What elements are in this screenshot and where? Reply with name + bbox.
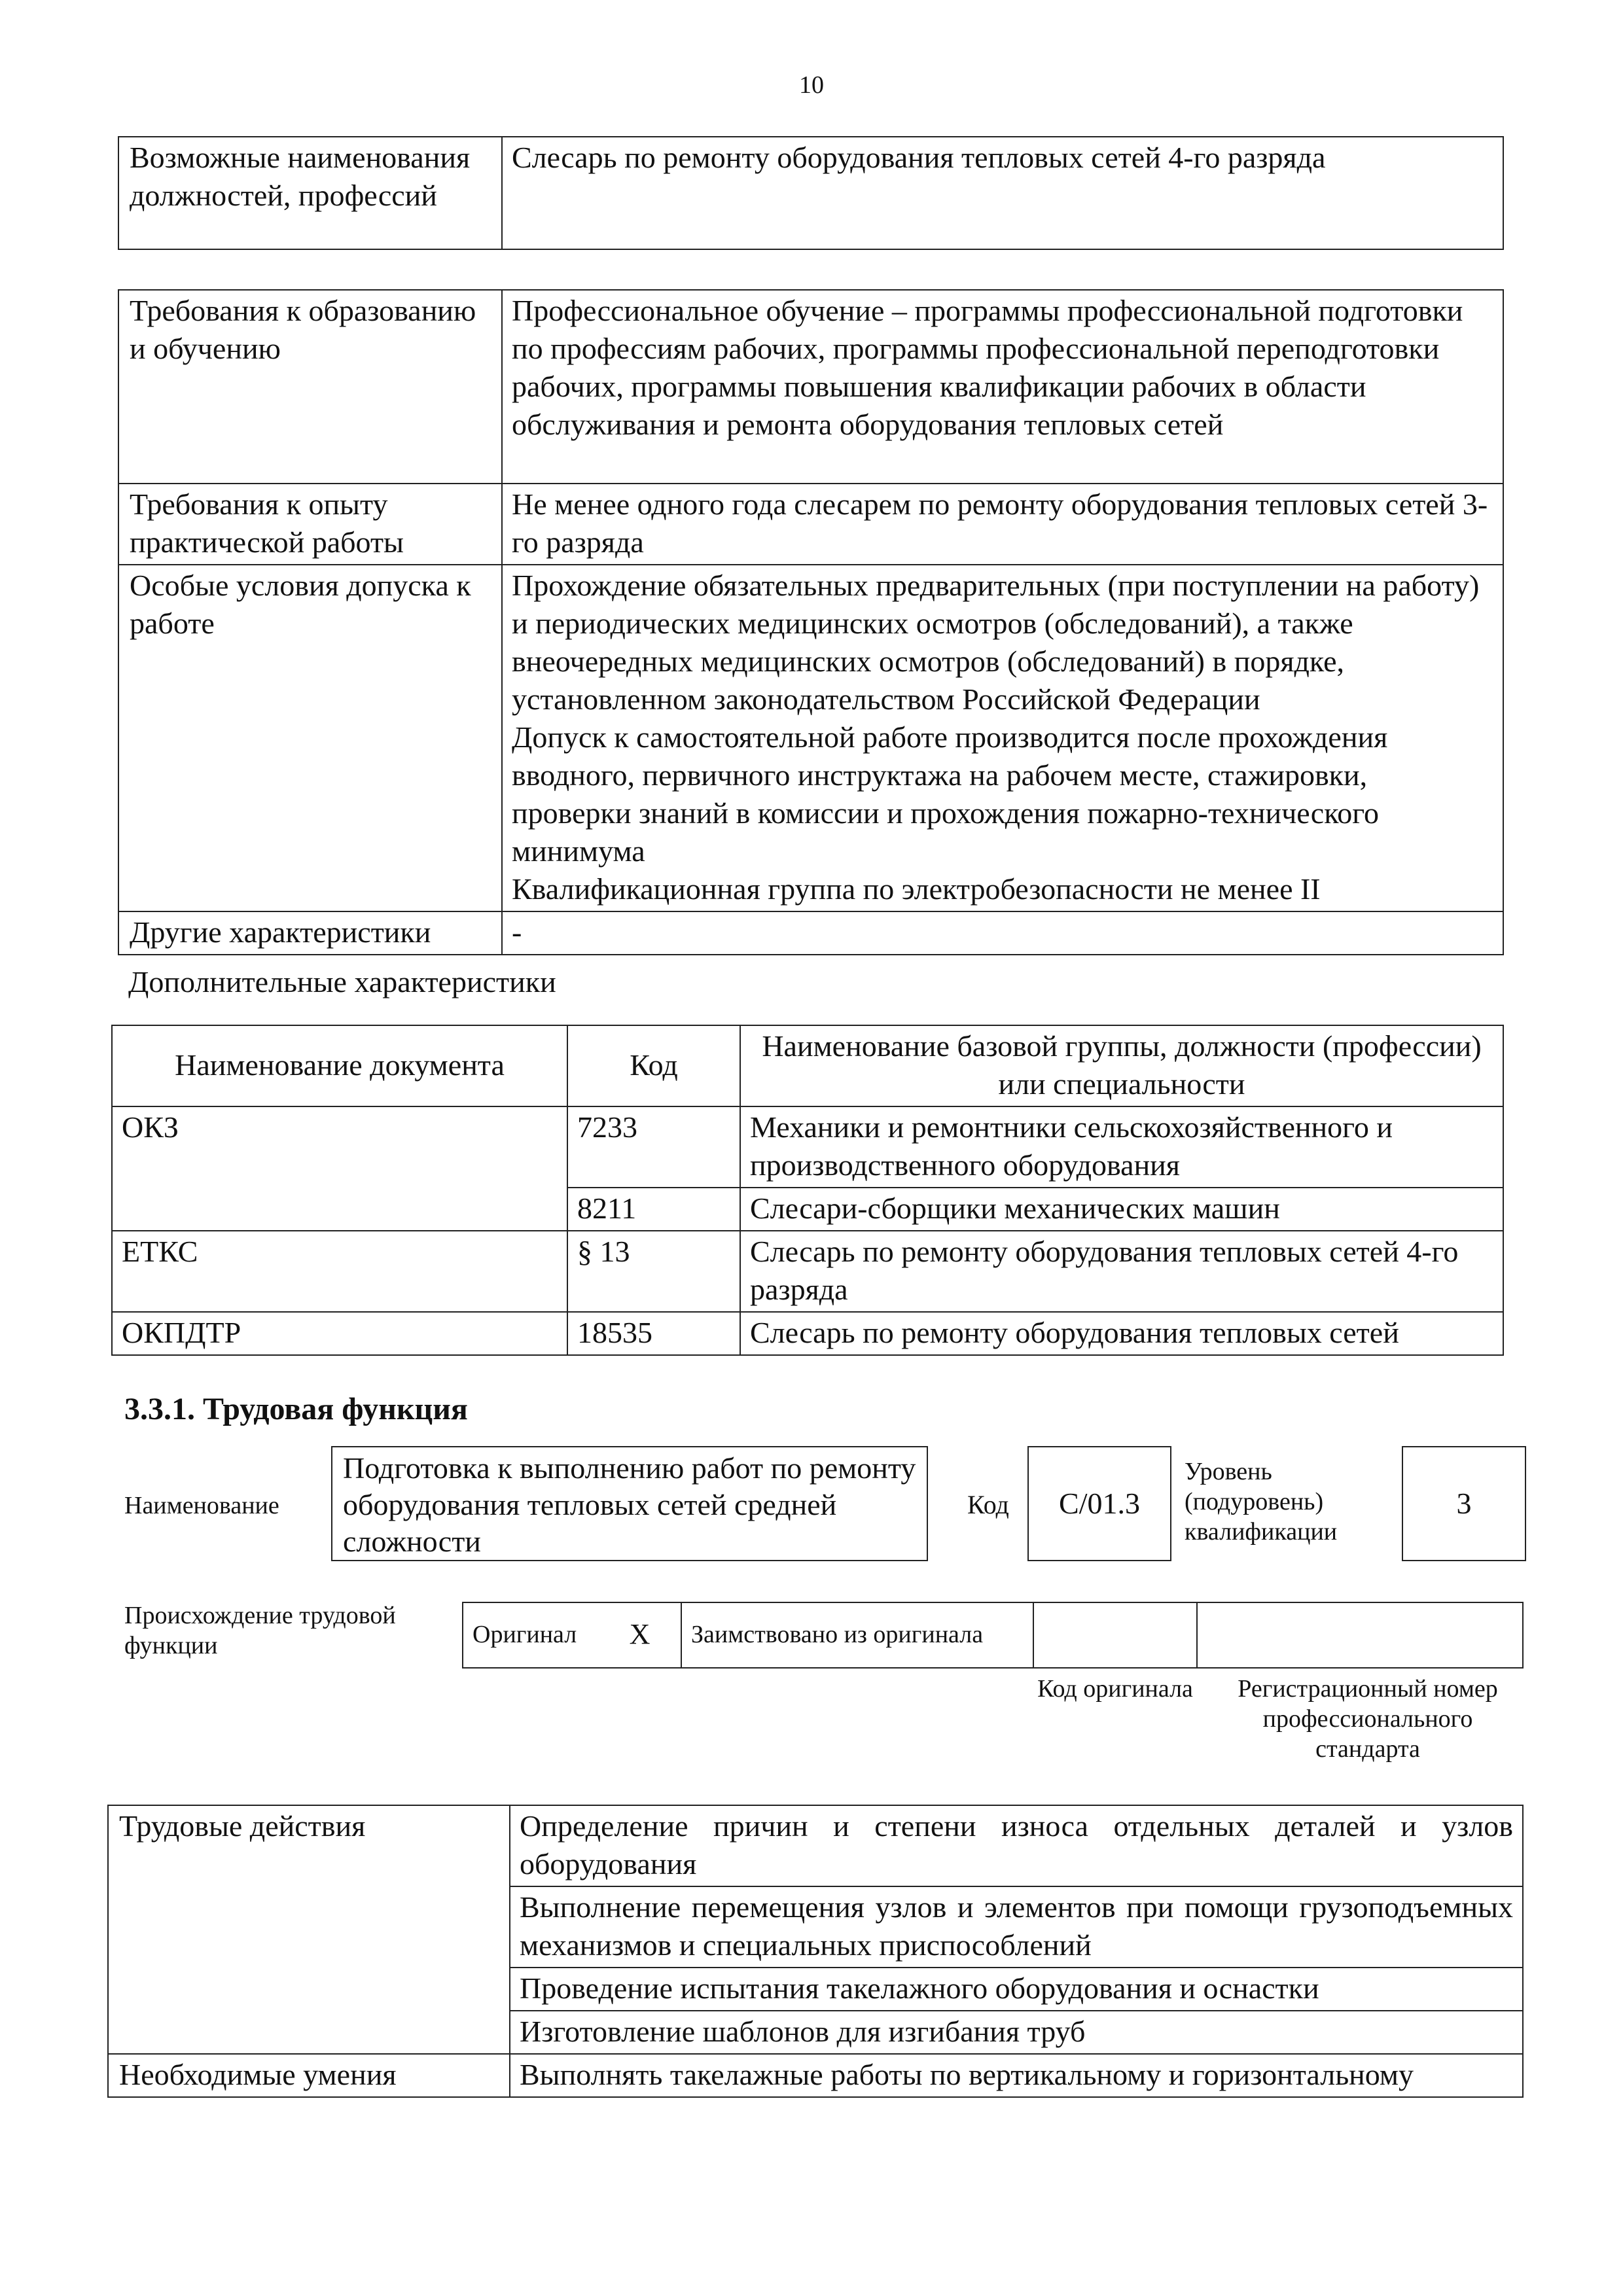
- requirements-label: Требования к образованию и обучению: [118, 290, 502, 484]
- table-row: [112, 1106, 1503, 1188]
- requirements-value: [502, 484, 1503, 565]
- requirements-label: Другие характеристики: [118, 911, 502, 955]
- requirements-label: Требования к опыту практической работы: [118, 484, 502, 565]
- additional-code: 8211: [567, 1188, 740, 1231]
- actions-table: [107, 1805, 1524, 2098]
- function-level-value: 3: [1456, 1487, 1472, 1520]
- requirements-row-education: [118, 290, 1503, 484]
- additional-title: Дополнительные характеристики: [128, 965, 556, 998]
- origin-code-caption: Код оригинала: [1037, 1675, 1193, 1703]
- additional-table: [111, 1025, 1504, 1356]
- origin-code-cell: [1033, 1602, 1197, 1668]
- function-name-box: [331, 1446, 928, 1561]
- function-name-value: Подготовка к выполнению работ по ремонту оборудования тепловых сетей средней сложности: [343, 1451, 916, 1558]
- additional-header-name: Наименование базовой группы, должности (профессии) или специальности: [740, 1025, 1503, 1106]
- additional-doc: ОКЗ: [112, 1106, 567, 1231]
- page-number: 10: [799, 71, 824, 99]
- origin-original-label: Оригинал: [463, 1602, 599, 1668]
- skill-item: Выполнять такелажные работы по вертикальному и горизонтальному: [510, 2054, 1523, 2097]
- action-item: Определение причин и степени износа отдельных деталей и узлов оборудования: [510, 1805, 1523, 1886]
- additional-name: Слесарь по ремонту оборудования тепловых сетей 4-го разряда: [740, 1231, 1503, 1312]
- function-name-label: Наименование: [124, 1492, 279, 1519]
- section-title: 3.3.1. Трудовая функция: [124, 1392, 468, 1426]
- additional-name: Слесарь по ремонту оборудования тепловых сетей: [740, 1312, 1503, 1355]
- requirements-line: Не менее одного года слесарем по ремонту оборудования тепловых сетей 3-го разряда: [512, 487, 1488, 559]
- table-row: [112, 1312, 1503, 1355]
- additional-header-row: [112, 1025, 1503, 1106]
- action-item: Изготовление шаблонов для изгибания труб: [510, 2011, 1523, 2054]
- function-level-label: Уровень (подуровень) квалификации: [1185, 1458, 1338, 1545]
- requirements-line: Квалификационная группа по электробезопасности не менее II: [512, 872, 1321, 906]
- requirements-value: [502, 290, 1503, 484]
- function-code-value: C/01.3: [1059, 1487, 1140, 1520]
- table-row: [108, 1805, 1523, 1886]
- origin-borrowed-label: Заимствовано из оригинала: [681, 1602, 1033, 1668]
- additional-name: Механики и ремонтники сельскохозяйственного и производственного оборудования: [740, 1106, 1503, 1188]
- requirements-label: Особые условия допуска к работе: [118, 565, 502, 911]
- action-item: Выполнение перемещения узлов и элементов при помощи грузоподъемных механизмов и специальных приспособлений: [510, 1886, 1523, 1968]
- requirements-line: Прохождение обязательных предварительных (при поступлении на работу) и периодических медицинских осмотров (обследований), а также внеочередных медицинских осмотров (обследований) в порядке, установленном законодательством Российской Федерации: [512, 569, 1480, 716]
- additional-header-doc: Наименование документа: [112, 1025, 567, 1106]
- requirements-value: [502, 911, 1503, 955]
- skills-label: Необходимые умения: [108, 2054, 510, 2097]
- function-code-label: Код: [967, 1490, 1009, 1519]
- positions-table: [118, 136, 1504, 250]
- origin-label: Происхождение трудовой функции: [124, 1602, 396, 1659]
- requirements-row-admission: [118, 565, 1503, 911]
- additional-code: 18535: [567, 1312, 740, 1355]
- reg-number-caption: Регистрационный номер профессионального стандарта: [1238, 1675, 1498, 1763]
- additional-code: 7233: [567, 1106, 740, 1188]
- origin-original-mark: X: [599, 1602, 681, 1668]
- table-row: [112, 1231, 1503, 1312]
- requirements-line: -: [512, 915, 522, 949]
- additional-name: Слесари-сборщики механических машин: [740, 1188, 1503, 1231]
- origin-reg-number-cell: [1197, 1602, 1523, 1668]
- origin-table: [462, 1602, 1524, 1669]
- positions-value: Слесарь по ремонту оборудования тепловых сетей 4-го разряда: [502, 137, 1503, 249]
- table-row: [108, 2054, 1523, 2097]
- actions-label: Трудовые действия: [108, 1805, 510, 2054]
- requirements-row-experience: [118, 484, 1503, 565]
- positions-label: Возможные наименования должностей, профессий: [118, 137, 502, 249]
- additional-header-code: Код: [567, 1025, 740, 1106]
- function-code-box: [1027, 1446, 1171, 1561]
- action-item: Проведение испытания такелажного оборудования и оснастки: [510, 1968, 1523, 2011]
- requirements-line: Допуск к самостоятельной работе производится после прохождения вводного, первичного инструктажа на рабочем месте, стажировки, проверки знаний в комиссии и прохождения пожарно-технического минимума: [512, 720, 1388, 868]
- additional-doc: ОКПДТР: [112, 1312, 567, 1355]
- requirements-value: [502, 565, 1503, 911]
- function-level-box: [1402, 1446, 1526, 1561]
- requirements-row-other: [118, 911, 1503, 955]
- additional-code: § 13: [567, 1231, 740, 1312]
- requirements-table: [118, 289, 1504, 955]
- additional-doc: ЕТКС: [112, 1231, 567, 1312]
- requirements-line: Профессиональное обучение – программы профессиональной подготовки по профессиям рабочих, программы профессиональной переподготовки рабочих, программы повышения квалификации рабочих в области обслуживания и ремонта оборудования тепловых сетей: [512, 294, 1463, 441]
